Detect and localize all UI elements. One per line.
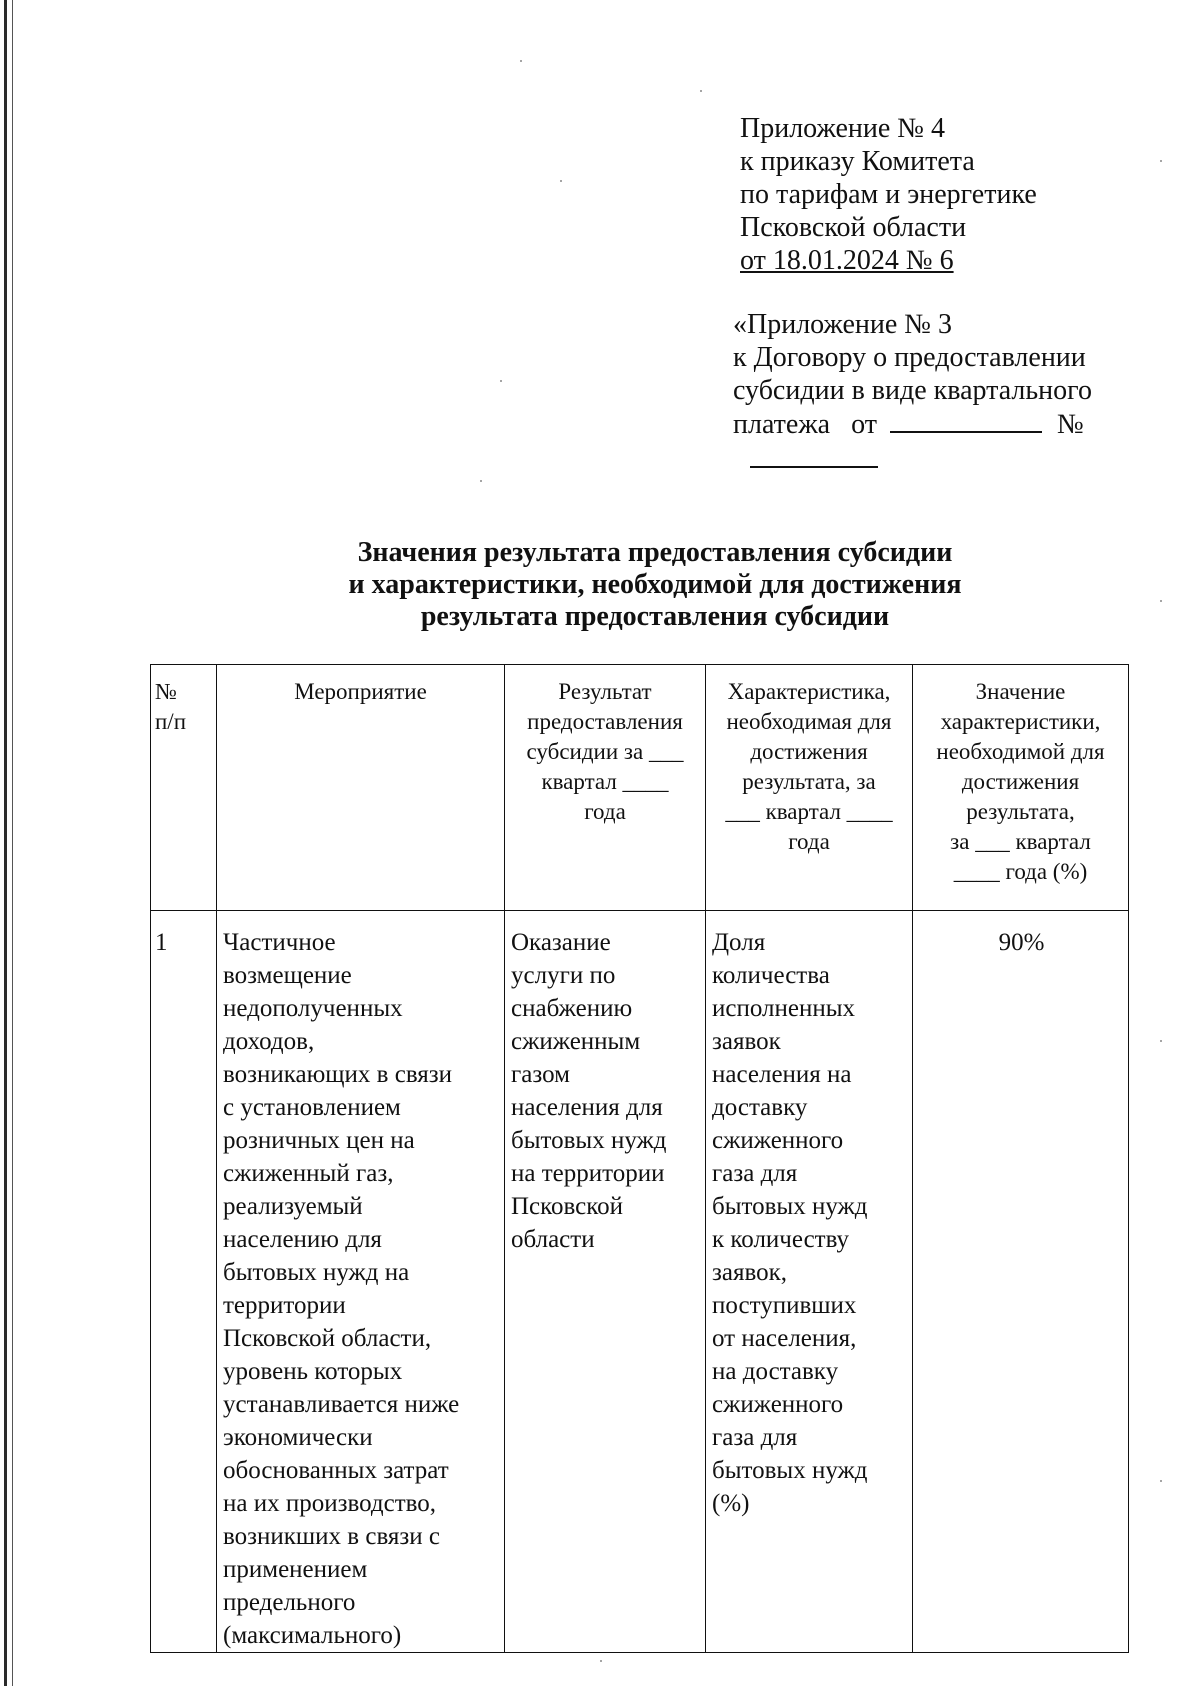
scan-speck (600, 1660, 602, 1662)
header-number: № п/п (151, 665, 217, 911)
scan-speck (1160, 160, 1162, 162)
contract-header-line: «Приложение № 3 (733, 309, 952, 340)
appendix-header-line: Приложение № 4 (740, 113, 945, 144)
contract-date-blank (890, 407, 1042, 433)
appendix-header-line: к приказу Комитета (740, 146, 975, 177)
title-line: и характеристики, необходимой для достижения (348, 569, 962, 600)
cell-result: Оказание услуги по снабжению сжиженным газом населения для бытовых нужд на территории Псковской области (505, 911, 706, 1653)
cell-number: 1 (151, 911, 217, 1653)
title-line: Значения результата предоставления субсидии (357, 537, 953, 568)
cell-activity: Частичное возмещение недополученных доходов, возникающих в связи с установлением розничных цен на сжиженный газ, реализуемый населению для бытовых нужд на территории Псковской области, уровень которых устанавливается ниже экономически обоснованных затрат на их производство, возникших в связи с применением предельного (максимального) (217, 911, 505, 1653)
header-activity: Мероприятие (217, 665, 505, 911)
scan-speck (700, 90, 702, 92)
contract-number-blank (750, 445, 878, 468)
appendix-header-date-number: от 18.01.2024 № 6 (740, 245, 954, 276)
document-title (300, 537, 1010, 633)
cell-characteristic: Доля количества исполненных заявок населения на доставку сжиженного газа для бытовых нужд к количеству заявок, поступивших от населения, на доставку сжиженного газа для бытовых нужд (%) (706, 911, 913, 1653)
contract-header-date-line (733, 407, 1092, 441)
table-row (151, 911, 1129, 1653)
appendix-header-line: Псковской области (740, 212, 967, 243)
contract-number-sign: № (1056, 409, 1084, 440)
subsidy-results-table (150, 664, 1129, 1653)
contract-header-line: субсидии в виде квартального (733, 375, 1092, 406)
cell-value: 90% (913, 911, 1129, 1653)
table-header-row (151, 665, 1129, 911)
header-characteristic: Характеристика, необходимая для достижения результата, за ___ квартал ____ года (706, 665, 913, 911)
scan-speck (560, 180, 562, 182)
appendix-header (740, 112, 1037, 277)
header-value: Значение характеристики, необходимой для достижения результата, за ___ квартал ____ года (%) (913, 665, 1129, 911)
page-edge-line-inner (12, 0, 13, 1686)
scan-speck (480, 480, 482, 482)
page-edge-line (4, 0, 7, 1686)
appendix-header-line: по тарифам и энергетике (740, 179, 1037, 210)
scan-speck (520, 60, 522, 62)
contract-date-prefix: платежа от (733, 409, 877, 440)
title-line: результата предоставления субсидии (420, 601, 890, 632)
scan-speck (1160, 600, 1162, 602)
scan-speck (1160, 1040, 1162, 1042)
header-result: Результат предоставления субсидии за ___ квартал ____ года (505, 665, 706, 911)
scan-speck (500, 380, 502, 382)
contract-header (733, 308, 1092, 441)
scan-speck (1160, 1480, 1162, 1482)
contract-header-line: к Договору о предоставлении (733, 342, 1086, 373)
